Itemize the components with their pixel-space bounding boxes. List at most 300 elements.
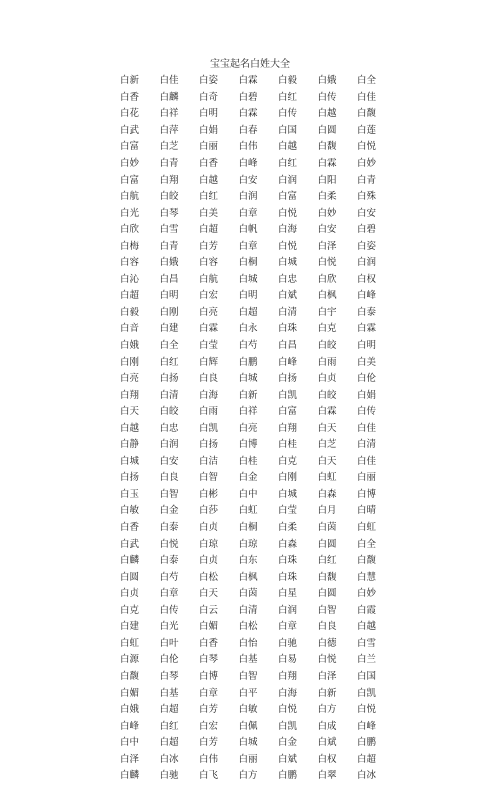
name-cell: 白音 bbox=[120, 323, 140, 335]
name-cell: 白天 bbox=[120, 406, 140, 418]
page-title: 宝宝起名白姓大全 bbox=[210, 59, 290, 70]
name-cell: 白博 bbox=[199, 670, 219, 682]
name-cell: 白越 bbox=[199, 174, 219, 186]
name-cell: 白泰 bbox=[357, 306, 377, 318]
name-cell: 白宇 bbox=[317, 306, 337, 318]
name-cell: 白媚 bbox=[120, 687, 140, 699]
name-row bbox=[120, 255, 397, 272]
name-cell: 白梅 bbox=[120, 240, 140, 252]
name-row bbox=[120, 454, 397, 471]
name-row bbox=[120, 73, 397, 90]
name-cell: 白明 bbox=[199, 108, 219, 120]
name-cell: 白伦 bbox=[357, 373, 377, 385]
name-cell: 白亮 bbox=[199, 306, 219, 318]
name-cell: 白红 bbox=[317, 555, 337, 567]
name-row bbox=[120, 768, 397, 785]
name-cell: 白城 bbox=[278, 257, 298, 269]
name-cell: 白斌 bbox=[278, 753, 298, 765]
name-row bbox=[120, 470, 397, 487]
name-cell: 白珠 bbox=[278, 323, 298, 335]
name-cell: 白宏 bbox=[199, 720, 219, 732]
name-cell: 白峰 bbox=[357, 290, 377, 302]
name-cell: 白忠 bbox=[159, 422, 179, 434]
name-cell: 白悦 bbox=[317, 257, 337, 269]
name-cell: 白海 bbox=[278, 687, 298, 699]
name-cell: 白传 bbox=[317, 91, 337, 103]
name-cell: 白帆 bbox=[238, 224, 258, 236]
name-cell: 白碧 bbox=[357, 224, 377, 236]
name-cell: 白春 bbox=[238, 124, 258, 136]
name-cell: 白润 bbox=[357, 257, 377, 269]
name-cell: 白皎 bbox=[317, 389, 337, 401]
name-cell: 白武 bbox=[120, 538, 140, 550]
name-cell: 白娥 bbox=[317, 75, 337, 87]
name-cell: 白妙 bbox=[357, 158, 377, 169]
name-cell: 白妙 bbox=[357, 588, 377, 600]
name-cell: 白伟 bbox=[238, 141, 258, 153]
name-cell: 白香 bbox=[120, 522, 140, 534]
name-cell: 白霖 bbox=[238, 75, 258, 87]
name-cell: 白花 bbox=[120, 108, 140, 120]
name-cell: 白新 bbox=[317, 687, 337, 699]
name-cell: 白红 bbox=[278, 91, 298, 103]
name-cell: 白红 bbox=[199, 191, 219, 203]
name-cell: 白皎 bbox=[159, 406, 179, 418]
name-cell: 白圆 bbox=[317, 588, 337, 600]
name-cell: 白扬 bbox=[120, 472, 140, 484]
name-row bbox=[120, 387, 397, 404]
name-cell: 白桂 bbox=[238, 455, 258, 467]
name-cell: 白姿 bbox=[199, 75, 219, 87]
name-cell: 白越 bbox=[357, 621, 377, 633]
name-cell: 白珠 bbox=[278, 555, 298, 567]
name-cell: 白丽 bbox=[199, 141, 219, 153]
name-cell: 白国 bbox=[357, 670, 377, 682]
name-cell: 白章 bbox=[238, 207, 258, 219]
name-row bbox=[120, 305, 397, 322]
name-row bbox=[120, 702, 397, 719]
name-row bbox=[120, 106, 397, 123]
name-cell: 白馥 bbox=[120, 670, 140, 682]
name-cell: 白章 bbox=[199, 687, 219, 699]
name-cell: 白奇 bbox=[199, 91, 219, 103]
name-cell: 白城 bbox=[238, 273, 258, 285]
name-cell: 白明 bbox=[357, 340, 377, 352]
name-cell: 白航 bbox=[120, 191, 140, 203]
name-cell: 白圆 bbox=[317, 538, 337, 550]
name-cell: 白凯 bbox=[199, 422, 219, 434]
name-cell: 白刚 bbox=[278, 472, 298, 484]
name-cell: 白丽 bbox=[238, 753, 258, 765]
name-cell: 白克 bbox=[278, 455, 298, 467]
name-cell: 白桐 bbox=[238, 522, 258, 534]
name-cell: 白芳 bbox=[199, 737, 219, 749]
name-cell: 白悦 bbox=[159, 538, 179, 550]
name-cell: 白娥 bbox=[120, 704, 140, 716]
name-cell: 白全 bbox=[159, 340, 179, 352]
name-cell: 白贞 bbox=[120, 588, 140, 600]
name-cell: 白飞 bbox=[199, 770, 219, 782]
name-cell: 白城 bbox=[278, 488, 298, 500]
name-cell: 白海 bbox=[278, 224, 298, 236]
name-cell: 白润 bbox=[278, 174, 298, 186]
name-cell: 白新 bbox=[120, 75, 140, 87]
name-cell: 白安 bbox=[238, 174, 258, 186]
name-cell: 白良 bbox=[199, 373, 219, 385]
name-cell: 白金 bbox=[159, 505, 179, 517]
name-cell: 白佳 bbox=[357, 422, 377, 434]
name-cell: 白悦 bbox=[278, 240, 298, 252]
name-cell: 白刚 bbox=[159, 306, 179, 318]
name-cell: 白悦 bbox=[357, 141, 377, 153]
name-cell: 白馥 bbox=[357, 555, 377, 567]
name-cell: 白富 bbox=[120, 141, 140, 153]
name-cell: 白成 bbox=[317, 720, 337, 732]
name-cell: 白平 bbox=[238, 687, 258, 699]
name-cell: 白冰 bbox=[159, 753, 179, 765]
name-cell: 白彬 bbox=[199, 488, 219, 500]
name-cell: 白馥 bbox=[317, 571, 337, 583]
name-cell: 白珠 bbox=[278, 571, 298, 583]
name-cell: 白芳 bbox=[199, 704, 219, 716]
name-cell: 白阳 bbox=[317, 174, 337, 186]
name-cell: 白霖 bbox=[357, 323, 377, 335]
name-cell: 白麟 bbox=[120, 770, 140, 782]
name-cell: 白茵 bbox=[317, 522, 337, 534]
name-cell: 白凯 bbox=[278, 389, 298, 401]
name-cell: 白红 bbox=[159, 720, 179, 732]
name-cell: 白萍 bbox=[159, 124, 179, 136]
name-cell: 白琴 bbox=[159, 207, 179, 219]
name-cell: 白易 bbox=[278, 654, 298, 666]
name-cell: 白海 bbox=[199, 389, 219, 401]
name-cell: 白昌 bbox=[278, 340, 298, 352]
name-cell: 白安 bbox=[357, 207, 377, 219]
name-cell: 白虹 bbox=[120, 637, 140, 649]
name-cell: 白方 bbox=[238, 770, 258, 782]
name-cell: 白富 bbox=[278, 191, 298, 203]
name-cell: 白松 bbox=[199, 571, 219, 583]
name-row bbox=[120, 487, 397, 504]
name-cell: 白扬 bbox=[278, 373, 298, 385]
name-cell: 白建 bbox=[159, 323, 179, 335]
name-cell: 白权 bbox=[357, 273, 377, 285]
name-cell: 白美 bbox=[199, 207, 219, 219]
name-cell: 白昌 bbox=[159, 273, 179, 285]
name-cell: 白明 bbox=[159, 290, 179, 302]
name-row bbox=[120, 238, 397, 255]
name-cell: 白殊 bbox=[357, 191, 377, 203]
name-cell: 白霖 bbox=[199, 323, 219, 335]
name-cell: 白枫 bbox=[238, 571, 258, 583]
name-row bbox=[120, 652, 397, 669]
name-cell: 白峰 bbox=[357, 720, 377, 732]
name-cell: 白雪 bbox=[357, 637, 377, 649]
name-row bbox=[120, 636, 397, 653]
name-cell: 白美 bbox=[357, 356, 377, 368]
name-cell: 白金 bbox=[278, 737, 298, 749]
name-cell: 白扬 bbox=[159, 373, 179, 385]
name-cell: 白雨 bbox=[317, 356, 337, 368]
name-cell: 白凯 bbox=[357, 687, 377, 699]
name-cell: 白佩 bbox=[238, 720, 258, 732]
name-cell: 白安 bbox=[159, 455, 179, 467]
name-cell: 白富 bbox=[120, 174, 140, 186]
name-cell: 白新 bbox=[238, 389, 258, 401]
name-cell: 白鹏 bbox=[357, 737, 377, 749]
name-row bbox=[120, 123, 397, 140]
name-row bbox=[120, 189, 397, 206]
name-cell: 白峰 bbox=[238, 158, 258, 169]
name-cell: 白青 bbox=[357, 174, 377, 186]
name-cell: 白娥 bbox=[120, 340, 140, 352]
name-cell: 白传 bbox=[278, 108, 298, 120]
name-row bbox=[120, 354, 397, 371]
name-row bbox=[120, 272, 397, 289]
name-cell: 白贞 bbox=[199, 555, 219, 567]
name-cell: 白毅 bbox=[278, 75, 298, 87]
name-cell: 白雪 bbox=[159, 224, 179, 236]
name-cell: 白佳 bbox=[357, 91, 377, 103]
name-cell: 白武 bbox=[120, 124, 140, 136]
name-row bbox=[120, 669, 397, 686]
name-cell: 白怡 bbox=[238, 637, 258, 649]
name-row bbox=[120, 404, 397, 421]
name-row bbox=[120, 205, 397, 222]
name-cell: 白媚 bbox=[199, 621, 219, 633]
name-cell: 白贞 bbox=[199, 522, 219, 534]
name-cell: 白安 bbox=[317, 224, 337, 236]
name-cell: 白润 bbox=[278, 604, 298, 616]
name-cell: 白敏 bbox=[238, 704, 258, 716]
name-cell: 白容 bbox=[120, 257, 140, 269]
name-cell: 白翠 bbox=[317, 770, 337, 782]
name-cell: 白克 bbox=[317, 323, 337, 335]
name-cell: 白超 bbox=[357, 753, 377, 765]
name-cell: 白琼 bbox=[238, 538, 258, 550]
name-cell: 白润 bbox=[238, 191, 258, 203]
name-cell: 白皎 bbox=[159, 191, 179, 203]
name-cell: 白柔 bbox=[317, 191, 337, 203]
name-cell: 白芝 bbox=[317, 439, 337, 451]
name-cell: 白忠 bbox=[278, 273, 298, 285]
name-cell: 白传 bbox=[159, 604, 179, 616]
name-cell: 白刚 bbox=[120, 356, 140, 368]
name-cell: 白森 bbox=[317, 488, 337, 500]
name-cell: 白欣 bbox=[120, 224, 140, 236]
name-cell: 白洁 bbox=[199, 455, 219, 467]
name-cell: 白叶 bbox=[159, 637, 179, 649]
name-row bbox=[120, 569, 397, 586]
name-cell: 白悦 bbox=[317, 654, 337, 666]
name-cell: 白玉 bbox=[120, 488, 140, 500]
name-cell: 白桐 bbox=[238, 257, 258, 269]
name-cell: 白博 bbox=[238, 439, 258, 451]
name-row bbox=[120, 156, 397, 173]
name-cell: 白博 bbox=[357, 488, 377, 500]
name-cell: 白亮 bbox=[238, 422, 258, 434]
name-row bbox=[120, 520, 397, 537]
name-cell: 白麟 bbox=[159, 91, 179, 103]
name-cell: 白红 bbox=[278, 158, 298, 169]
name-cell: 白森 bbox=[278, 538, 298, 550]
name-cell: 白佳 bbox=[357, 455, 377, 467]
name-cell: 白芳 bbox=[199, 240, 219, 252]
name-cell: 白亮 bbox=[120, 373, 140, 385]
name-cell: 白香 bbox=[199, 637, 219, 649]
name-cell: 白皎 bbox=[317, 340, 337, 352]
name-cell: 白天 bbox=[317, 455, 337, 467]
name-cell: 白虹 bbox=[357, 522, 377, 534]
name-cell: 白基 bbox=[238, 654, 258, 666]
name-row bbox=[120, 338, 397, 355]
name-cell: 白芝 bbox=[159, 141, 179, 153]
name-cell: 白贞 bbox=[317, 373, 337, 385]
name-cell: 白青 bbox=[159, 158, 179, 169]
name-cell: 白良 bbox=[317, 621, 337, 633]
name-row bbox=[120, 735, 397, 752]
name-cell: 白扬 bbox=[199, 439, 219, 451]
name-cell: 白超 bbox=[199, 224, 219, 236]
name-cell: 白娟 bbox=[199, 124, 219, 136]
name-cell: 白清 bbox=[278, 306, 298, 318]
name-cell: 白传 bbox=[357, 406, 377, 418]
name-cell: 白翔 bbox=[159, 174, 179, 186]
name-cell: 白莲 bbox=[357, 124, 377, 136]
name-cell: 白智 bbox=[238, 670, 258, 682]
name-cell: 白雨 bbox=[199, 406, 219, 418]
name-cell: 白东 bbox=[238, 555, 258, 567]
name-row bbox=[120, 685, 397, 702]
name-cell: 白驰 bbox=[278, 637, 298, 649]
name-cell: 白鹏 bbox=[278, 770, 298, 782]
name-cell: 白碧 bbox=[238, 91, 258, 103]
name-cell: 白月 bbox=[317, 505, 337, 517]
name-row bbox=[120, 718, 397, 735]
name-cell: 白越 bbox=[120, 422, 140, 434]
name-cell: 白祥 bbox=[159, 108, 179, 120]
name-cell: 白超 bbox=[159, 737, 179, 749]
name-cell: 白权 bbox=[317, 753, 337, 765]
name-cell: 白悦 bbox=[357, 704, 377, 716]
name-cell: 白敏 bbox=[120, 505, 140, 517]
name-cell: 白天 bbox=[199, 588, 219, 600]
name-row bbox=[120, 90, 397, 107]
name-cell: 白莹 bbox=[199, 340, 219, 352]
name-cell: 白伟 bbox=[199, 753, 219, 765]
name-cell: 白莎 bbox=[199, 505, 219, 517]
name-cell: 白慧 bbox=[357, 571, 377, 583]
name-cell: 白香 bbox=[120, 91, 140, 103]
name-cell: 白馥 bbox=[357, 108, 377, 120]
name-cell: 白金 bbox=[238, 472, 258, 484]
name-row bbox=[120, 603, 397, 620]
name-cell: 白晴 bbox=[357, 505, 377, 517]
name-cell: 白馥 bbox=[317, 141, 337, 153]
name-cell: 白斌 bbox=[278, 290, 298, 302]
name-cell: 白冰 bbox=[357, 770, 377, 782]
name-cell: 白琴 bbox=[159, 670, 179, 682]
name-cell: 白光 bbox=[159, 621, 179, 633]
name-cell: 白国 bbox=[278, 124, 298, 136]
name-cell: 白娥 bbox=[159, 257, 179, 269]
name-cell: 白欣 bbox=[317, 273, 337, 285]
name-cell: 白智 bbox=[199, 472, 219, 484]
name-cell: 白光 bbox=[120, 207, 140, 219]
name-cell: 白城 bbox=[238, 373, 258, 385]
name-cell: 白毅 bbox=[120, 306, 140, 318]
name-cell: 白章 bbox=[278, 621, 298, 633]
name-row bbox=[120, 288, 397, 305]
name-row bbox=[120, 553, 397, 570]
name-cell: 白永 bbox=[238, 323, 258, 335]
name-cell: 白容 bbox=[199, 257, 219, 269]
name-cell: 白圆 bbox=[317, 124, 337, 136]
name-cell: 白姿 bbox=[357, 240, 377, 252]
name-cell: 白越 bbox=[317, 108, 337, 120]
name-cell: 白红 bbox=[159, 356, 179, 368]
name-cell: 白琴 bbox=[199, 654, 219, 666]
name-row bbox=[120, 751, 397, 768]
name-cell: 白泰 bbox=[159, 522, 179, 534]
name-cell: 白智 bbox=[159, 488, 179, 500]
name-cell: 白城 bbox=[238, 737, 258, 749]
name-cell: 白明 bbox=[238, 290, 258, 302]
name-row bbox=[120, 619, 397, 636]
name-cell: 白超 bbox=[238, 306, 258, 318]
name-cell: 白克 bbox=[120, 604, 140, 616]
name-cell: 白芍 bbox=[159, 571, 179, 583]
name-cell: 白佳 bbox=[159, 75, 179, 87]
name-cell: 白妙 bbox=[317, 207, 337, 219]
name-cell: 白香 bbox=[199, 158, 219, 169]
name-row bbox=[120, 536, 397, 553]
name-cell: 白航 bbox=[199, 273, 219, 285]
name-cell: 白泽 bbox=[317, 670, 337, 682]
name-cell: 白静 bbox=[120, 439, 140, 451]
name-cell: 白辉 bbox=[199, 356, 219, 368]
name-cell: 白霖 bbox=[317, 406, 337, 418]
name-cell: 白祥 bbox=[238, 406, 258, 418]
name-cell: 白娟 bbox=[357, 389, 377, 401]
name-cell: 白沁 bbox=[120, 273, 140, 285]
name-cell: 白超 bbox=[120, 290, 140, 302]
name-cell: 白青 bbox=[159, 240, 179, 252]
name-cell: 白枫 bbox=[317, 290, 337, 302]
name-cell: 白良 bbox=[159, 472, 179, 484]
name-cell: 白伦 bbox=[159, 654, 179, 666]
name-cell: 白星 bbox=[278, 588, 298, 600]
name-grid bbox=[120, 73, 397, 785]
name-cell: 白建 bbox=[120, 621, 140, 633]
name-cell: 白云 bbox=[199, 604, 219, 616]
name-cell: 白驰 bbox=[159, 770, 179, 782]
name-cell: 白茵 bbox=[238, 588, 258, 600]
name-cell: 白泰 bbox=[159, 555, 179, 567]
name-cell: 白斌 bbox=[317, 737, 337, 749]
name-row bbox=[120, 437, 397, 454]
name-cell: 白中 bbox=[238, 488, 258, 500]
name-cell: 白清 bbox=[357, 439, 377, 451]
name-cell: 白中 bbox=[120, 737, 140, 749]
name-row bbox=[120, 420, 397, 437]
name-cell: 白清 bbox=[238, 604, 258, 616]
name-row bbox=[120, 172, 397, 189]
name-cell: 白虹 bbox=[317, 472, 337, 484]
name-cell: 白琼 bbox=[199, 538, 219, 550]
name-cell: 白桂 bbox=[278, 439, 298, 451]
name-cell: 白润 bbox=[159, 439, 179, 451]
